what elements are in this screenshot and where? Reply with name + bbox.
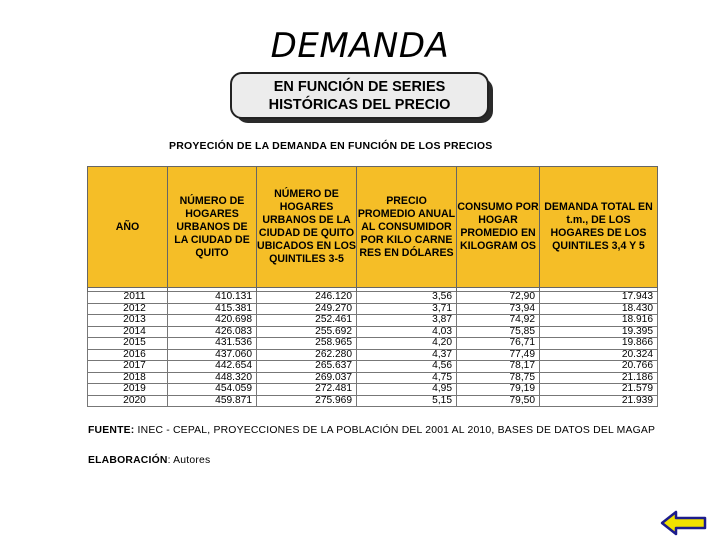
- col-header-demand: DEMANDA TOTAL EN t.m., DE LOS HOGARES DE LOS QUINTILES 3,4 Y 5: [540, 167, 658, 288]
- col-header-price: PRECIO PROMEDIO ANUAL AL CONSUMIDOR POR KILO CARNE RES EN DÓLARES: [357, 167, 457, 288]
- elaboration-note: [88, 455, 210, 466]
- cell-consumption: 78,75: [457, 372, 540, 384]
- cell-price: 5,15: [357, 395, 457, 407]
- callout-line-2: HISTÓRICAS DEL PRECIO: [268, 96, 451, 113]
- table-header-row: [88, 167, 658, 288]
- cell-demand: 19.866: [540, 338, 658, 350]
- cell-year: 2016: [88, 349, 168, 361]
- cell-households-quintiles: 249.270: [257, 303, 357, 315]
- table-row: [88, 303, 658, 315]
- callout-box: [230, 72, 489, 119]
- cell-households: 459.871: [168, 395, 257, 407]
- table-row: [88, 361, 658, 373]
- cell-demand: 18.430: [540, 303, 658, 315]
- cell-price: 4,56: [357, 361, 457, 373]
- cell-price: 3,71: [357, 303, 457, 315]
- cell-demand: 18.916: [540, 315, 658, 327]
- cell-households: 415.381: [168, 303, 257, 315]
- cell-year: 2013: [88, 315, 168, 327]
- cell-price: 3,56: [357, 292, 457, 304]
- table-row: [88, 349, 658, 361]
- cell-year: 2012: [88, 303, 168, 315]
- back-button[interactable]: [660, 510, 708, 536]
- cell-consumption: 75,85: [457, 326, 540, 338]
- table-row: [88, 326, 658, 338]
- cell-consumption: 79,50: [457, 395, 540, 407]
- cell-price: 4,95: [357, 384, 457, 396]
- cell-price: 3,87: [357, 315, 457, 327]
- source-label: FUENTE:: [88, 425, 135, 436]
- elaboration-text: : Autores: [167, 455, 211, 466]
- source-note: [88, 425, 658, 438]
- cell-year: 2011: [88, 292, 168, 304]
- cell-demand: 20.324: [540, 349, 658, 361]
- cell-price: 4,37: [357, 349, 457, 361]
- cell-price: 4,75: [357, 372, 457, 384]
- cell-consumption: 74,92: [457, 315, 540, 327]
- col-header-households: NÚMERO DE HOGARES URBANOS DE LA CIUDAD DE QUITO: [168, 167, 257, 288]
- col-header-households-quintiles: NÚMERO DE HOGARES URBANOS DE LA CIUDAD DE QUITO UBICADOS EN LOS QUINTILES 3-5: [257, 167, 357, 288]
- table-row: [88, 395, 658, 407]
- cell-households: 426.083: [168, 326, 257, 338]
- cell-households: 410.131: [168, 292, 257, 304]
- cell-year: 2014: [88, 326, 168, 338]
- cell-households: 448.320: [168, 372, 257, 384]
- cell-households: 431.536: [168, 338, 257, 350]
- cell-consumption: 76,71: [457, 338, 540, 350]
- cell-year: 2019: [88, 384, 168, 396]
- cell-consumption: 79,19: [457, 384, 540, 396]
- back-arrow-icon: [660, 510, 708, 536]
- col-header-year: AÑO: [88, 167, 168, 288]
- cell-consumption: 78,17: [457, 361, 540, 373]
- table-row: [88, 338, 658, 350]
- elaboration-label: ELABORACIÓN: [88, 455, 168, 466]
- cell-households-quintiles: 255.692: [257, 326, 357, 338]
- cell-year: 2017: [88, 361, 168, 373]
- cell-households-quintiles: 265.637: [257, 361, 357, 373]
- table-row: [88, 372, 658, 384]
- cell-demand: 17.943: [540, 292, 658, 304]
- cell-households: 420.698: [168, 315, 257, 327]
- callout-line-1: EN FUNCIÓN DE SERIES: [273, 78, 446, 95]
- cell-households-quintiles: 275.969: [257, 395, 357, 407]
- demand-table: [87, 166, 658, 407]
- cell-demand: 21.186: [540, 372, 658, 384]
- cell-households-quintiles: 246.120: [257, 292, 357, 304]
- cell-households-quintiles: 252.461: [257, 315, 357, 327]
- cell-households: 442.654: [168, 361, 257, 373]
- col-header-consumption: CONSUMO POR HOGAR PROMEDIO EN KILOGRAM OS: [457, 167, 540, 288]
- page-title: DEMANDA: [270, 26, 450, 66]
- cell-demand: 19.395: [540, 326, 658, 338]
- cell-demand: 21.939: [540, 395, 658, 407]
- cell-households-quintiles: 258.965: [257, 338, 357, 350]
- cell-year: 2020: [88, 395, 168, 407]
- cell-consumption: 77,49: [457, 349, 540, 361]
- table-row: [88, 315, 658, 327]
- cell-demand: 20.766: [540, 361, 658, 373]
- source-text: INEC - CEPAL, PROYECCIONES DE LA POBLACIÓN DEL 2001 AL 2010, BASES DE DATOS DEL MAGAP: [134, 425, 656, 436]
- cell-demand: 21.579: [540, 384, 658, 396]
- cell-households: 454.059: [168, 384, 257, 396]
- cell-price: 4,20: [357, 338, 457, 350]
- cell-consumption: 72,90: [457, 292, 540, 304]
- cell-year: 2015: [88, 338, 168, 350]
- cell-price: 4,03: [357, 326, 457, 338]
- table-title: PROYECIÓN DE LA DEMANDA EN FUNCIÓN DE LOS PRECIOS: [169, 140, 493, 152]
- cell-households-quintiles: 269.037: [257, 372, 357, 384]
- cell-consumption: 73,94: [457, 303, 540, 315]
- cell-year: 2018: [88, 372, 168, 384]
- table-row: [88, 292, 658, 304]
- cell-households-quintiles: 272.481: [257, 384, 357, 396]
- cell-households-quintiles: 262.280: [257, 349, 357, 361]
- table-row: [88, 384, 658, 396]
- cell-households: 437.060: [168, 349, 257, 361]
